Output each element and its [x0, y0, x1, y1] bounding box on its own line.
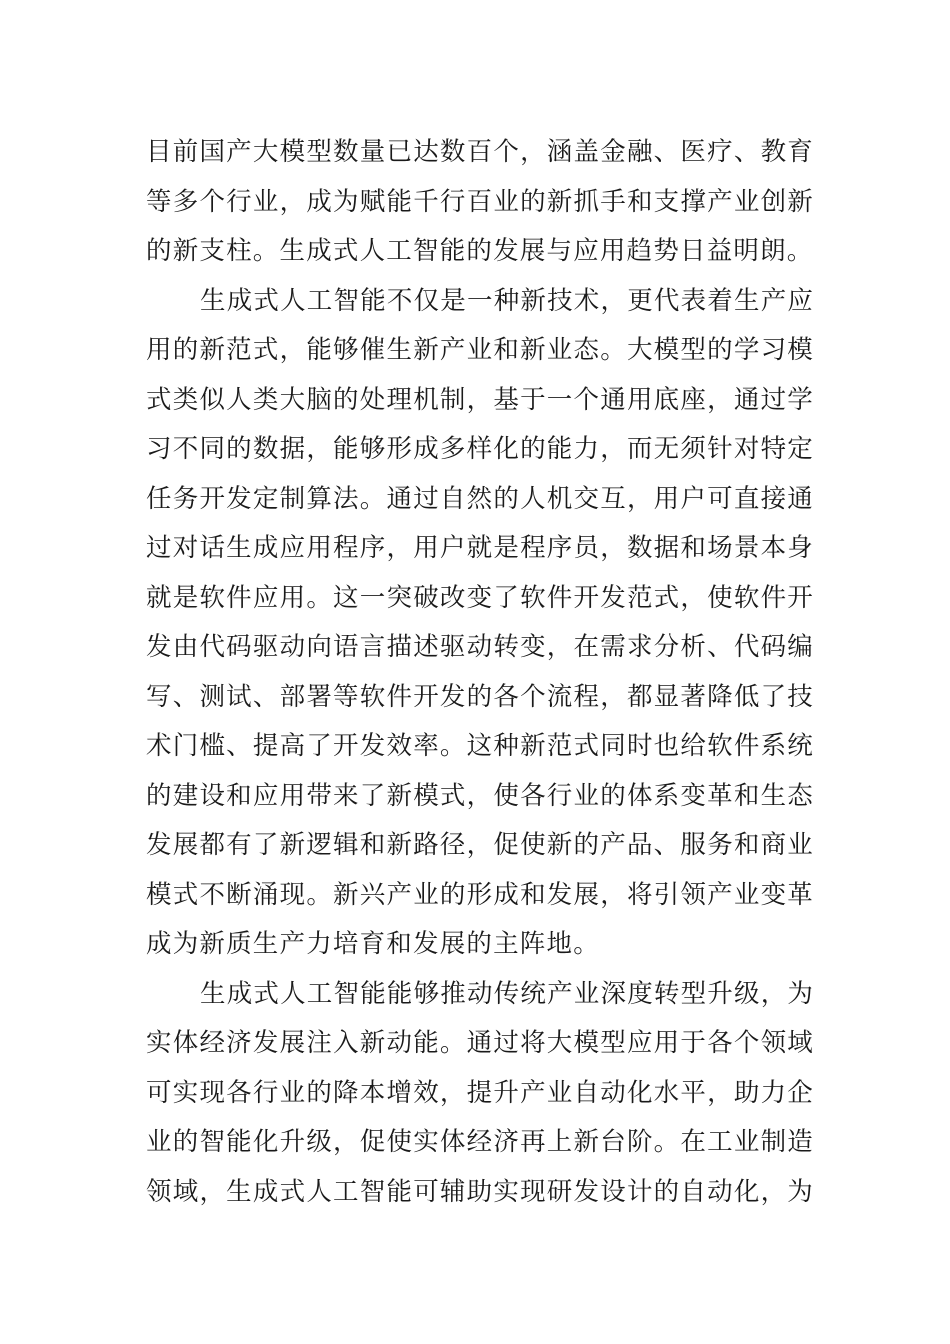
- text-line: 就是软件应用。这一突破改变了软件开发范式，使软件开: [146, 582, 814, 613]
- text-line: 业的智能化升级，促使实体经济再上新台阶。在工业制造: [146, 1127, 814, 1157]
- text-line: 目前国产大模型数量已达数百个，涵盖金融、医疗、教育: [146, 137, 814, 167]
- paragraph-3: [146, 970, 814, 1218]
- text-line: 生成式人工智能能够推动传统产业深度转型升级，为: [200, 978, 815, 1009]
- text-line: 实体经济发展注入新动能。通过将大模型应用于各个领域: [146, 1028, 814, 1058]
- text-line: 发由代码驱动向语言描述驱动转变，在需求分析、代码编: [146, 632, 814, 662]
- paragraph-1: [146, 128, 814, 277]
- document-body: [146, 128, 814, 1217]
- text-line: 成为新质生产力培育和发展的主阵地。: [146, 929, 600, 959]
- text-line: 发展都有了新逻辑和新路径，促使新的产品、服务和商业: [146, 830, 814, 860]
- text-line: 任务开发定制算法。通过自然的人机交互，用户可直接通: [146, 483, 814, 514]
- text-line: 的建设和应用带来了新模式，使各行业的体系变革和生态: [146, 780, 814, 811]
- text-line: 术门槛、提高了开发效率。这种新范式同时也给软件系统: [146, 731, 814, 761]
- text-line: 写、测试、部署等软件开发的各个流程，都显著降低了技: [146, 681, 814, 712]
- text-line: 式类似人类大脑的处理机制，基于一个通用底座，通过学: [146, 384, 814, 415]
- text-line: 模式不断涌现。新兴产业的形成和发展，将引领产业变革: [146, 879, 814, 910]
- text-line: 的新支柱。生成式人工智能的发展与应用趋势日益明朗。: [146, 236, 814, 266]
- paragraph-2: [146, 277, 814, 970]
- text-line: 生成式人工智能不仅是一种新技术，更代表着生产应: [200, 285, 815, 316]
- text-line: 用的新范式，能够催生新产业和新业态。大模型的学习模: [146, 335, 814, 365]
- text-line: 可实现各行业的降本增效，提升产业自动化水平，助力企: [146, 1077, 814, 1108]
- text-line: 领域，生成式人工智能可辅助实现研发设计的自动化，为: [146, 1176, 814, 1207]
- text-line: 等多个行业，成为赋能千行百业的新抓手和支撑产业创新: [146, 186, 814, 217]
- text-line: 习不同的数据，能够形成多样化的能力，而无须针对特定: [146, 434, 814, 464]
- text-line: 过对话生成应用程序，用户就是程序员，数据和场景本身: [146, 533, 814, 563]
